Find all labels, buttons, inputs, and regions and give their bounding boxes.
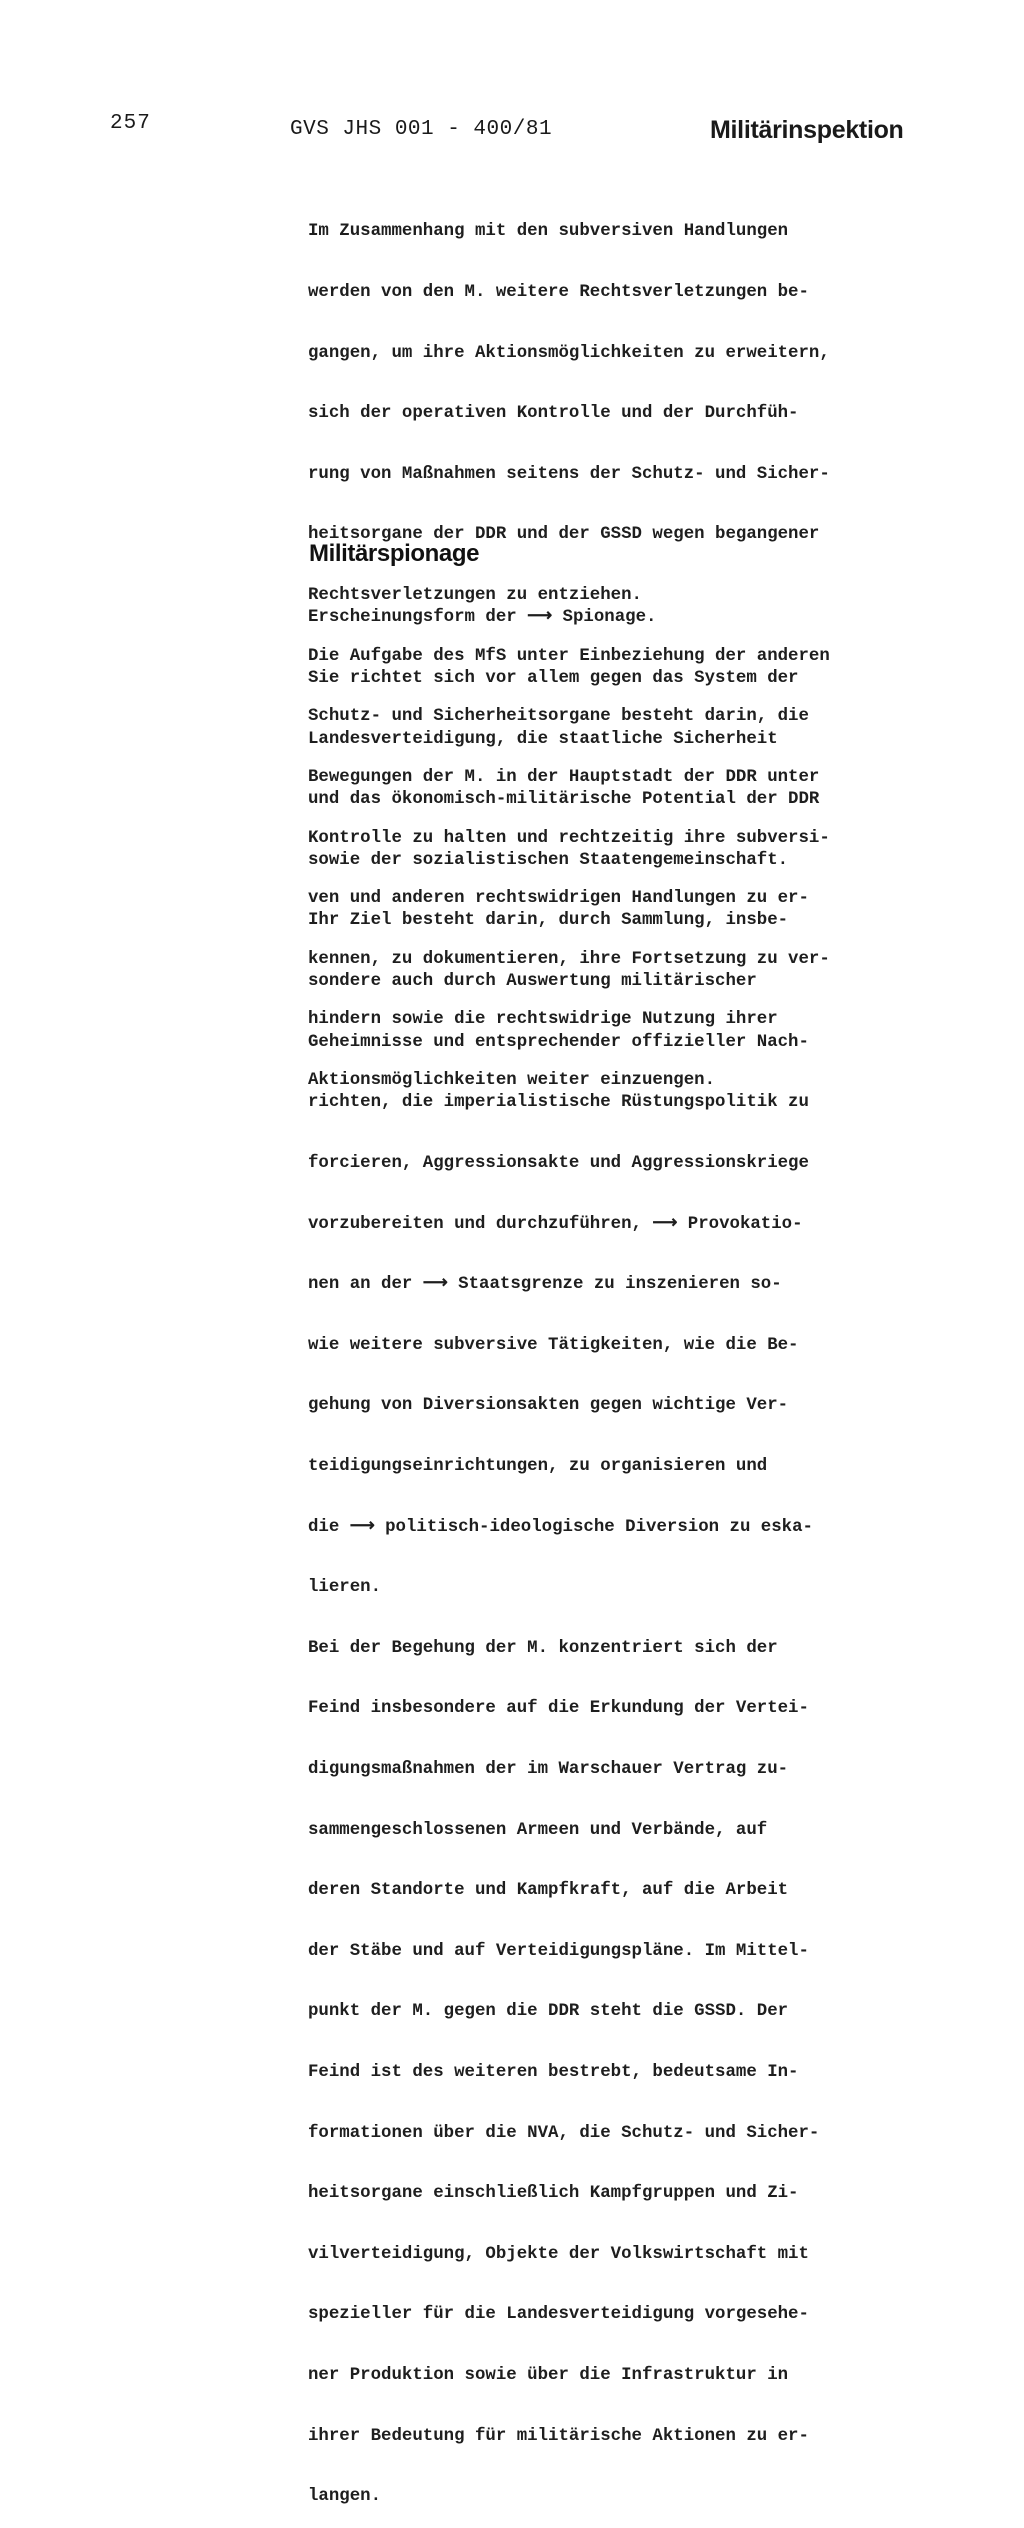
text-line: wie weitere subversive Tätigkeiten, wie die Be-: [308, 1335, 799, 1355]
text-line: und das ökonomisch-militärische Potential der DDR: [308, 790, 820, 810]
text-line: lieren.: [308, 1578, 382, 1598]
text-line: richten, die imperialistische Rüstungspolitik zu: [308, 1093, 809, 1113]
text-line: Bei der Begehung der M. konzentriert sich der: [308, 1638, 778, 1658]
text-line: sammengeschlossenen Armeen und Verbände, auf: [308, 1820, 768, 1840]
text-line: Landesverteidigung, die staatliche Sicherheit: [308, 729, 778, 749]
text-line: die ⟶ politisch-ideologische Diversion zu eska-: [308, 1517, 813, 1537]
text-line: ner Produktion sowie über die Infrastruktur in: [308, 2366, 789, 2386]
text-line: langen.: [308, 2487, 382, 2507]
text-line: Die Aufgabe des MfS unter Einbeziehung der anderen: [308, 646, 830, 666]
text-line: vilverteidigung, Objekte der Volkswirtschaft mit: [308, 2244, 809, 2264]
text-line: hindern sowie die rechtswidrige Nutzung ihrer: [308, 1010, 778, 1030]
text-line: vorzubereiten und durchzuführen, ⟶ Provokatio-: [308, 1214, 803, 1234]
text-line: deren Standorte und Kampfkraft, auf die Arbeit: [308, 1881, 789, 1901]
running-head: Militärinspektion: [710, 116, 904, 144]
text-line: sich der operativen Kontrolle und der Durchfüh-: [308, 404, 799, 424]
text-line: der Stäbe und auf Verteidigungspläne. Im Mittel-: [308, 1941, 809, 1961]
text-line: gehung von Diversionsakten gegen wichtige Ver-: [308, 1396, 789, 1416]
text-line: Rechtsverletzungen zu entziehen.: [308, 586, 642, 606]
text-line: Bewegungen der M. in der Hauptstadt der DDR unter: [308, 767, 820, 787]
document-reference: GVS JHS 001 - 400/81: [290, 118, 553, 141]
text-line: teidigungseinrichtungen, zu organisieren und: [308, 1456, 768, 1476]
text-line: Feind ist des weiteren bestrebt, bedeutsame In-: [308, 2063, 799, 2083]
text-line: sondere auch durch Auswertung militärischer: [308, 972, 757, 992]
text-line: sowie der sozialistischen Staatengemeinschaft.: [308, 850, 789, 870]
text-line: heitsorgane einschließlich Kampfgruppen und Zi-: [308, 2184, 799, 2204]
text-line: Schutz- und Sicherheitsorgane besteht darin, die: [308, 707, 809, 727]
text-line: digungsmaßnahmen der im Warschauer Vertrag zu-: [308, 1759, 789, 1779]
text-line: Kontrolle zu halten und rechtzeitig ihre subversi-: [308, 828, 830, 848]
text-line: ven und anderen rechtswidrigen Handlungen zu er-: [308, 889, 809, 909]
page-number: 257: [110, 112, 151, 135]
text-line: Geheimnisse und entsprechender offizieller Nach-: [308, 1032, 809, 1052]
text-line: rung von Maßnahmen seitens der Schutz- und Sicher-: [308, 464, 830, 484]
text-line: forcieren, Aggressionsakte und Aggressionskriege: [308, 1153, 809, 1173]
text-line: Sie richtet sich vor allem gegen das System der: [308, 669, 799, 689]
text-line: kennen, zu dokumentieren, ihre Fortsetzung zu ver-: [308, 949, 830, 969]
text-line: punkt der M. gegen die DDR steht die GSSD. Der: [308, 2002, 789, 2022]
entry-text-militaerspionage: [308, 568, 819, 2528]
text-line: Erscheinungsform der ⟶ Spionage.: [308, 608, 657, 628]
text-line: spezieller für die Landesverteidigung vorgesehe-: [308, 2305, 809, 2325]
text-line: Ihr Ziel besteht darin, durch Sammlung, insbe-: [308, 911, 789, 931]
text-line: formationen über die NVA, die Schutz- und Sicher-: [308, 2123, 820, 2143]
text-line: gangen, um ihre Aktionsmöglichkeiten zu erweitern,: [308, 343, 830, 363]
text-line: ihrer Bedeutung für militärische Aktionen zu er-: [308, 2426, 809, 2446]
entry-heading-militaerspionage: Militärspionage: [309, 540, 480, 567]
text-line: werden von den M. weitere Rechtsverletzungen be-: [308, 283, 809, 303]
text-line: Im Zusammenhang mit den subversiven Handlungen: [308, 222, 789, 242]
text-line: heitsorgane der DDR und der GSSD wegen begangener: [308, 525, 820, 545]
text-line: Aktionsmöglichkeiten weiter einzuengen.: [308, 1070, 716, 1090]
text-line: nen an der ⟶ Staatsgrenze zu inszenieren so-: [308, 1275, 782, 1295]
text-line: Feind insbesondere auf die Erkundung der Vertei-: [308, 1699, 809, 1719]
